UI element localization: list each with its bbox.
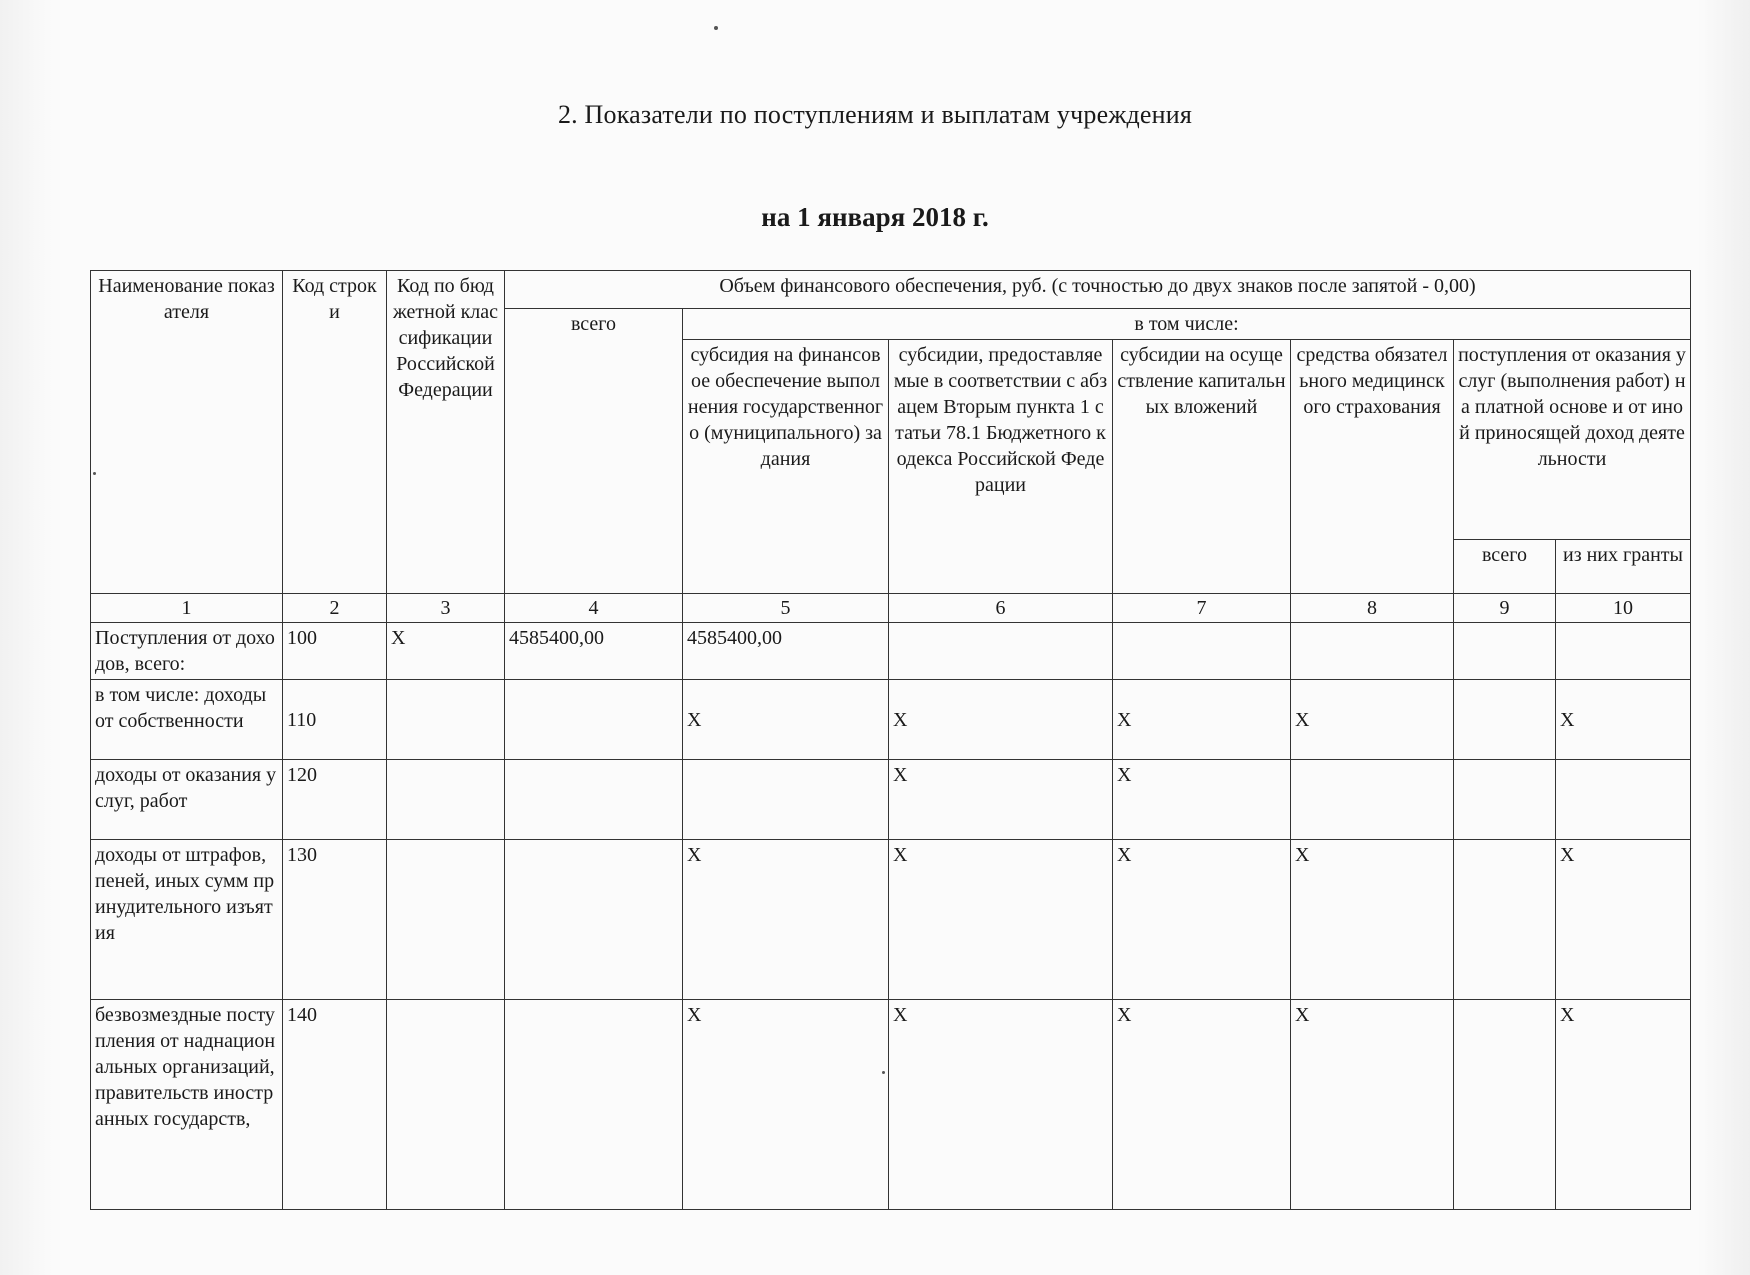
column-number: 4 [505,594,683,623]
cell-oms: X [1291,840,1454,1000]
cell-subsidy-781: X [889,1000,1113,1210]
header-row-code: Код строки [283,271,387,594]
row-code: 130 [283,840,387,1000]
cell-total [505,760,683,840]
cell-subsidy-task: X [683,1000,889,1210]
column-number: 2 [283,594,387,623]
cell-subsidy-capital: X [1113,680,1291,760]
cell-paid-total [1454,840,1556,1000]
header-budget-code: Код по бюджетной классификации Российской Федерации [387,271,505,594]
cell-paid-total [1454,760,1556,840]
document-title: 2. Показатели по поступлениям и выплатам учреждения [557,100,1193,129]
row-name: Поступления от доходов, всего: [91,623,283,680]
table-row [91,760,1691,840]
header-subsidy-task: субсидия на финансовое обеспечение выполнения государственного (муниципального) задания [683,340,889,594]
header-total: всего [505,309,683,594]
cell-budget-code: X [387,623,505,680]
cell-total: 4585400,00 [505,623,683,680]
cell-paid-grants [1556,760,1691,840]
column-number: 6 [889,594,1113,623]
column-number: 9 [1454,594,1556,623]
cell-budget-code [387,840,505,1000]
cell-paid-grants: X [1556,680,1691,760]
row-name: безвозмездные поступления от наднациональных организаций, правительств иностранных государств, [91,1000,283,1210]
cell-total [505,1000,683,1210]
table-row [91,1000,1691,1210]
cell-subsidy-task [683,760,889,840]
cell-subsidy-task: X [683,840,889,1000]
column-number: 3 [387,594,505,623]
cell-subsidy-capital: X [1113,1000,1291,1210]
header-subsidy-capital: субсидии на осуществление капитальных вложений [1113,340,1291,594]
cell-oms [1291,623,1454,680]
cell-budget-code [387,760,505,840]
cell-paid-total [1454,1000,1556,1210]
header-name: Наименование показателя [91,271,283,594]
cell-subsidy-capital: X [1113,760,1291,840]
header-paid-grants: из них гранты [1556,540,1691,594]
row-name: в том числе: доходы от собственности [91,680,283,760]
row-name: доходы от оказания услуг, работ [91,760,283,840]
header-volume: Объем финансового обеспечения, руб. (с точностью до двух знаков после запятой - 0,00) [505,271,1691,309]
document-date: на 1 января 2018 г. [761,202,989,232]
scan-speck [714,26,718,30]
row-code: 140 [283,1000,387,1210]
cell-subsidy-781 [889,623,1113,680]
row-code: 120 [283,760,387,840]
cell-subsidy-task: X [683,680,889,760]
cell-subsidy-task: 4585400,00 [683,623,889,680]
cell-oms: X [1291,680,1454,760]
cell-subsidy-781: X [889,680,1113,760]
cell-subsidy-781: X [889,840,1113,1000]
column-number: 5 [683,594,889,623]
column-numbers-row [91,594,1691,623]
cell-paid-total [1454,680,1556,760]
column-number: 10 [1556,594,1691,623]
cell-paid-grants: X [1556,840,1691,1000]
cell-budget-code [387,680,505,760]
cell-paid-grants [1556,623,1691,680]
column-number: 8 [1291,594,1454,623]
cell-total [505,680,683,760]
header-including: в том числе: [683,309,1691,340]
row-name: доходы от штрафов, пеней, иных сумм принудительного изъятия [91,840,283,1000]
cell-subsidy-781: X [889,760,1113,840]
cell-budget-code [387,1000,505,1210]
financial-indicators-table [90,270,1691,1210]
cell-oms [1291,760,1454,840]
table-row [91,840,1691,1000]
cell-paid-total [1454,623,1556,680]
row-code: 110 [283,680,387,760]
cell-paid-grants: X [1556,1000,1691,1210]
cell-subsidy-capital: X [1113,840,1291,1000]
table-row [91,680,1691,760]
column-number: 7 [1113,594,1291,623]
cell-subsidy-capital [1113,623,1291,680]
table-row [91,623,1691,680]
row-code: 100 [283,623,387,680]
header-paid-total: всего [1454,540,1556,594]
cell-total [505,840,683,1000]
header-paid-services: поступления от оказания услуг (выполнения работ) на платной основе и от иной приносящей доход деятельности [1454,340,1691,540]
header-oms: средства обязательного медицинского страхования [1291,340,1454,594]
header-subsidy-781: субсидии, предоставляемые в соответствии с абзацем Вторым пункта 1 статьи 78.1 Бюджетного кодекса Российской Федерации [889,340,1113,594]
cell-oms: X [1291,1000,1454,1210]
column-number: 1 [91,594,283,623]
